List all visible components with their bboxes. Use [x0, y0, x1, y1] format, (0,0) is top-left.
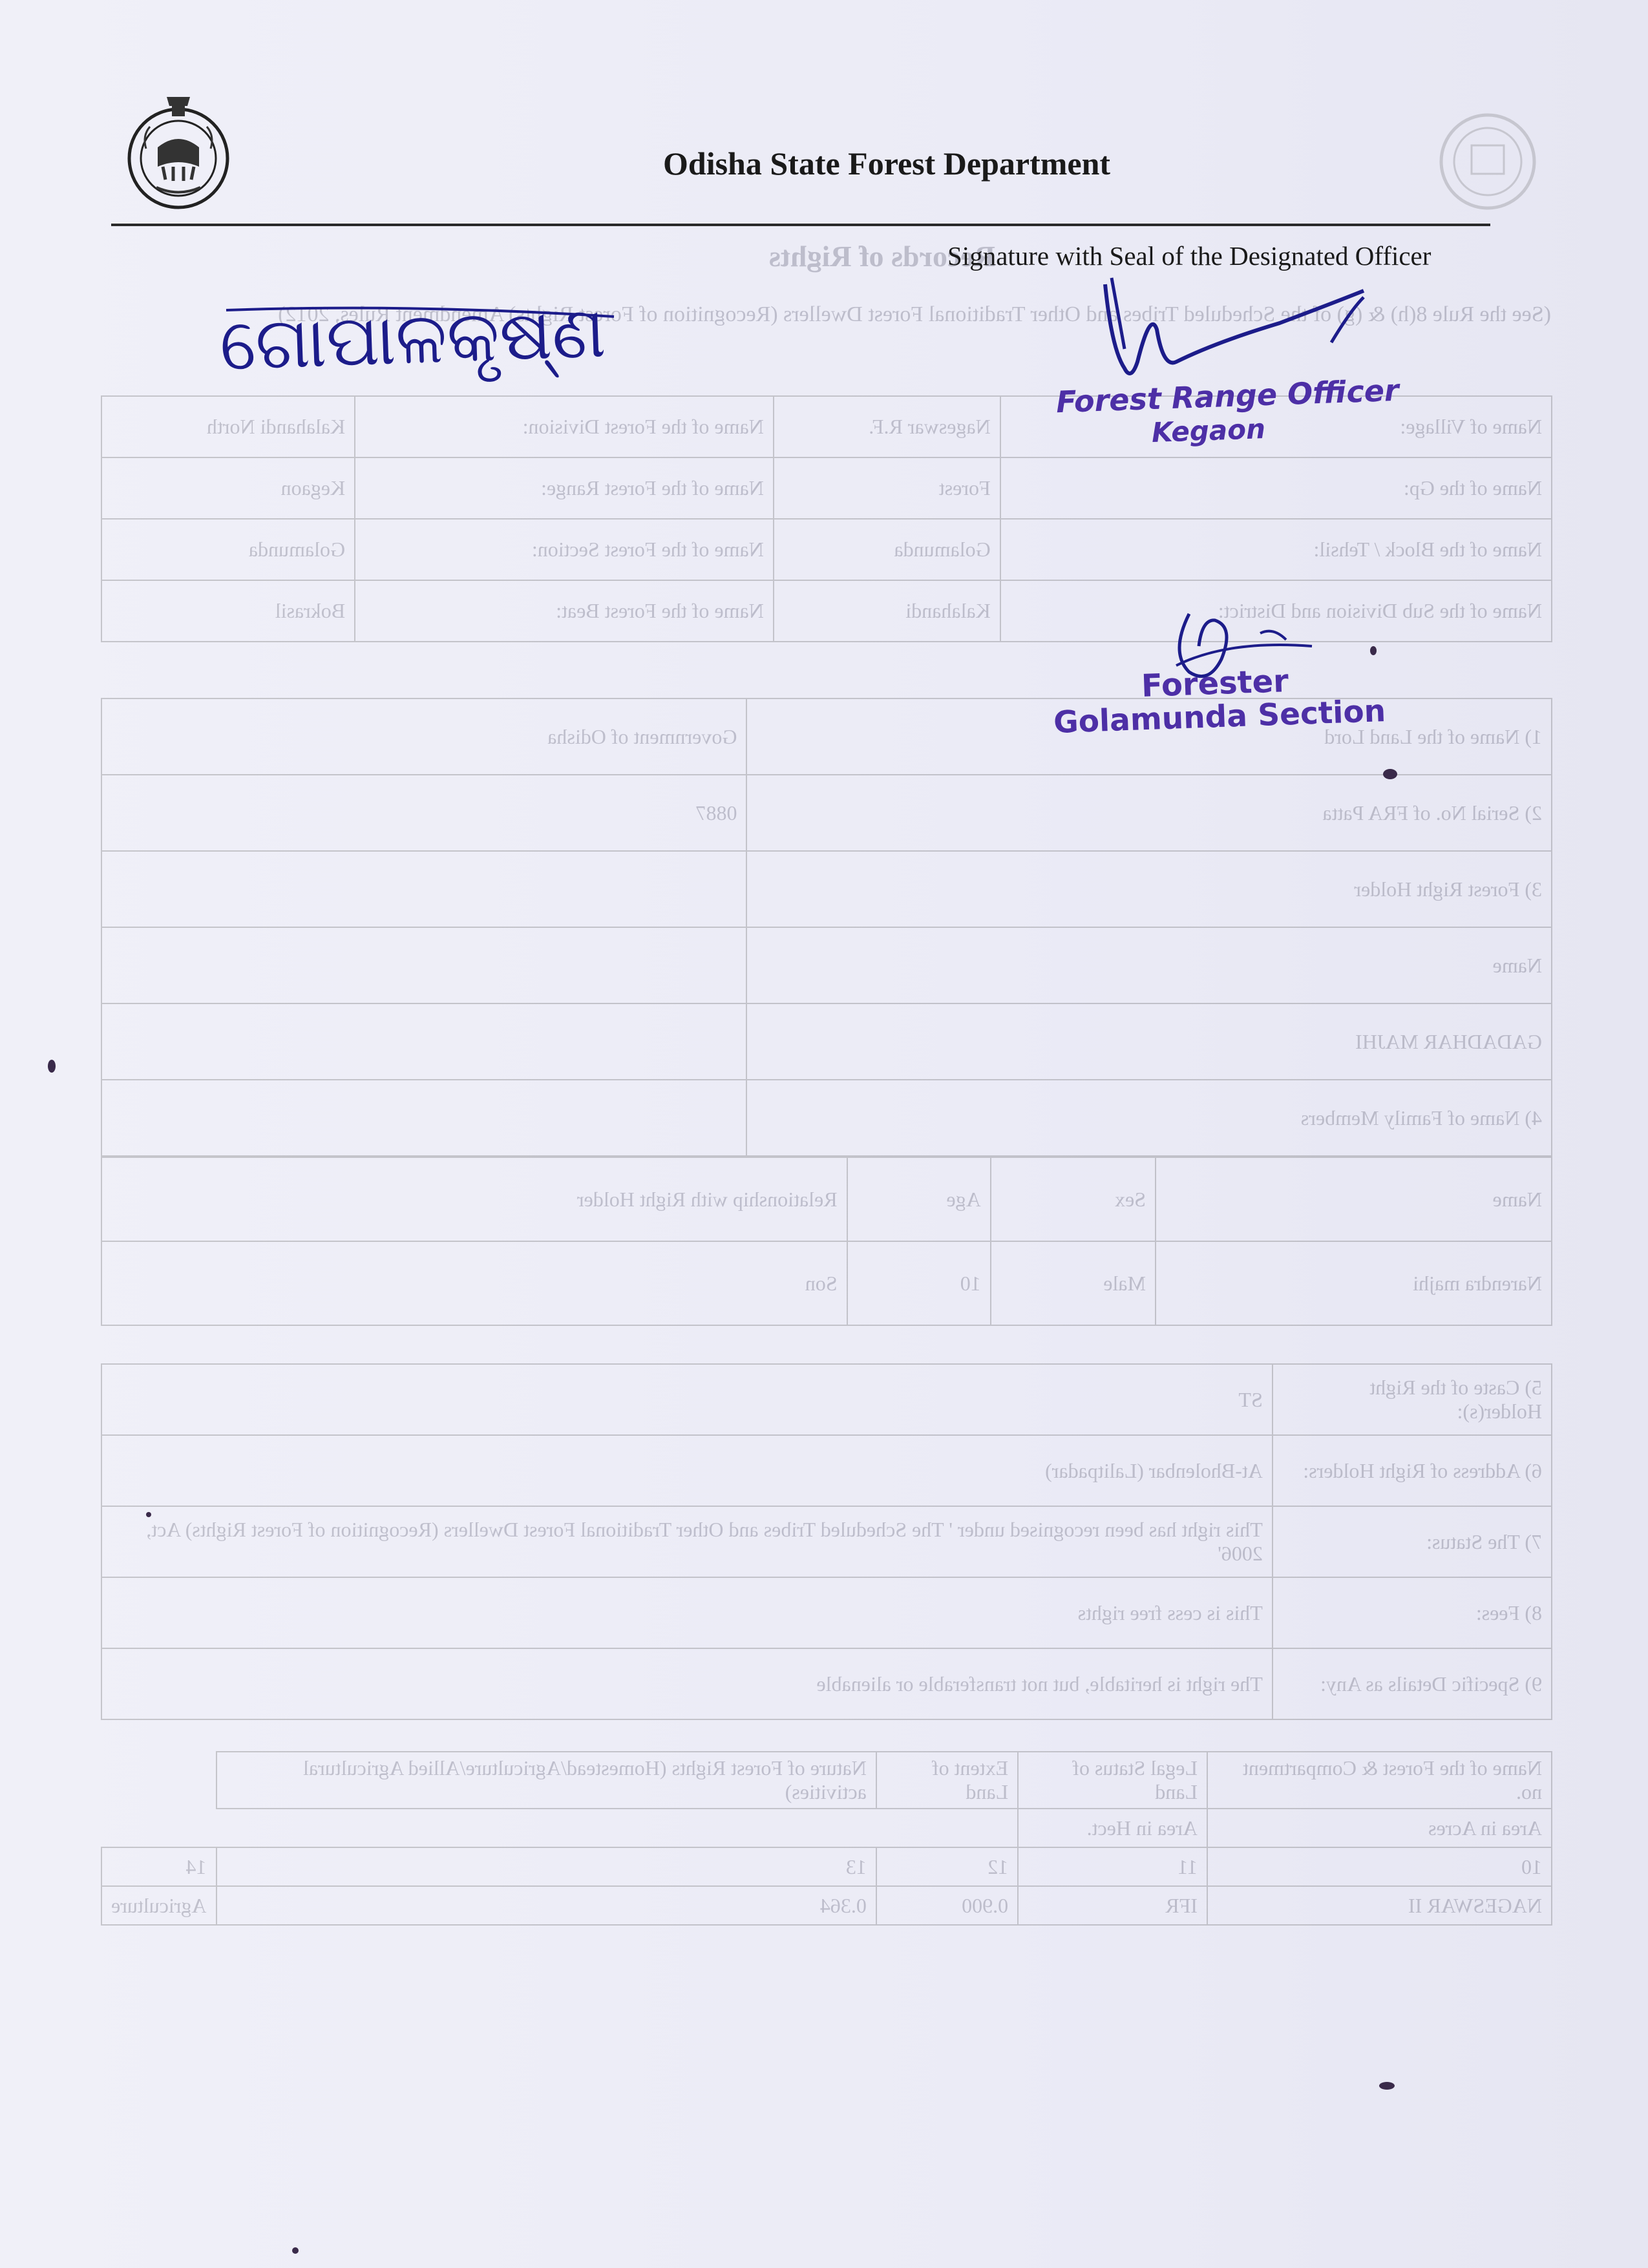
bleed-status-cell: This is cess free rights: [101, 1577, 1273, 1648]
bleed-heading: Records of Rights: [768, 240, 995, 273]
bleed-status-cell: 7) The Status:: [1273, 1506, 1552, 1577]
bleed-family-cell: Relationship with Right Holder: [101, 1157, 847, 1241]
bleed-location-cell: Name of the Forest Division:: [355, 396, 774, 457]
bleed-status-cell: ST: [101, 1364, 1273, 1435]
bleed-location-cell: Golamunda: [101, 519, 355, 580]
bleed-land-cell: Extent of Land: [876, 1752, 1018, 1809]
bleed-status-cell: At-Bholenbar (Lalitpadar): [101, 1435, 1273, 1506]
bleed-land-cell: Legal Status of Land: [1018, 1752, 1207, 1809]
bleed-details-cell: 1) Name of the Land Lord: [746, 698, 1552, 775]
bleed-details-cell: 4) Name of Family Members: [746, 1080, 1552, 1156]
bleed-family-cell: Narendra majhi: [1156, 1241, 1552, 1325]
range-officer-stamp-place: Kegaon: [1151, 412, 1266, 449]
bleed-location-cell: Name of the Forest Beat:: [355, 580, 774, 642]
bleed-details-cell: 3) Forest Right Holder: [746, 851, 1552, 927]
bleed-location-cell: Name of the Forest Range:: [355, 457, 774, 519]
scan-speck: [292, 2247, 299, 2254]
bleed-details-cell: 0887: [101, 775, 746, 851]
bleed-family-cell: Name: [1156, 1157, 1552, 1241]
bleed-location-cell: Name of Village:: [1000, 396, 1552, 457]
bleed-status-cell: 8) Fees:: [1273, 1577, 1552, 1648]
bleed-family-cell: Male: [991, 1241, 1156, 1325]
bleed-land-cell: Area in Acres: [1207, 1809, 1552, 1847]
bleed-location-cell: Bokrasil: [101, 580, 355, 642]
odisha-emblem-icon: [127, 90, 230, 213]
bleed-family-cell: Age: [847, 1157, 991, 1241]
signature-caption: Signature with Seal of the Designated Officer: [947, 241, 1431, 271]
bleed-details-cell: 2) Serial No. of FRA Patta: [746, 775, 1552, 851]
bleed-details-cell: Name: [746, 927, 1552, 1003]
bleed-location-cell: Name of the Forest Section:: [355, 519, 774, 580]
handwriting-strokes-icon: [220, 284, 620, 394]
bleed-land-cell: 13: [217, 1847, 876, 1886]
bleed-location-cell: Nageswar R.F.: [774, 396, 1000, 457]
range-officer-stamp-title: Forest Range Officer: [1055, 372, 1400, 420]
bleed-location-cell: Name of the Gp:: [1000, 457, 1552, 519]
department-title: Odisha State Forest Department: [663, 145, 1111, 182]
bleed-location-cell: Forest: [774, 457, 1000, 519]
bleed-land-cell: Area in Hect.: [1018, 1809, 1207, 1847]
scan-speck: [146, 1512, 151, 1517]
scan-speck: [1383, 769, 1397, 779]
bleed-status-cell: 6) Address of Right Holders:: [1273, 1435, 1552, 1506]
faint-emblem-icon: [1436, 110, 1539, 213]
bleed-status-cell: This right has been recognised under ' The Scheduled Tribes and Other Traditional Forest Dwellers (Recognition of Forest Rights) Act, 2006': [101, 1506, 1273, 1577]
bleed-land-cell: Agriculture: [101, 1886, 217, 1925]
bleed-land-cell: 11: [1018, 1847, 1207, 1886]
bleed-location-cell: Name of the Sub Division and District:: [1000, 580, 1552, 642]
bleed-land-cell: 12: [876, 1847, 1018, 1886]
bleed-land-cell: 0.364: [217, 1886, 876, 1925]
bleed-details-cell: Government of Odisha: [101, 698, 746, 775]
bleed-land-cell: 14: [101, 1847, 217, 1886]
bleed-land-cell: 0.900: [876, 1886, 1018, 1925]
bleed-details-cell: GADADHAR MAJHI: [746, 1003, 1552, 1080]
bleed-status-cell: The right is heritable, but not transferable or alienable: [101, 1648, 1273, 1719]
bleed-land-cell: Name of the Forest & Compartment no.: [1207, 1752, 1552, 1809]
bleed-status-cell: 9) Specific Details as Any:: [1273, 1648, 1552, 1719]
bleed-land-cell: 10: [1207, 1847, 1552, 1886]
bleed-land-cell: NAGESWAR II: [1207, 1886, 1552, 1925]
bleed-status-cell: 5) Caste of the Right Holder(s):: [1273, 1364, 1552, 1435]
bleed-location-cell: Name of the Block / Tehsil:: [1000, 519, 1552, 580]
bleed-family-cell: Sex: [991, 1157, 1156, 1241]
handwritten-note: [220, 284, 620, 394]
bleed-location-cell: Kalahandi North: [101, 396, 355, 457]
scan-speck: [48, 1060, 56, 1073]
forester-stamp-place: Golamunda Section: [1053, 693, 1387, 740]
bleed-location-cell: Kegaon: [101, 457, 355, 519]
header-divider: [111, 224, 1490, 226]
scan-speck: [1379, 2082, 1395, 2090]
handwritten-note-text: ଗୋପାଳକୃଷ୍ଣ: [218, 290, 607, 387]
bleed-location-cell: Kalahandi: [774, 580, 1000, 642]
bleed-family-cell: 10: [847, 1241, 991, 1325]
bleed-land-cell: Nature of Forest Rights (Homestead/Agriculture/Allied Agricultural activities): [217, 1752, 876, 1809]
bleed-location-cell: Golamunda: [774, 519, 1000, 580]
scan-speck: [1370, 646, 1377, 655]
forester-stamp-title: Forester: [1141, 663, 1289, 704]
bleed-subheading: (See the Rule 8(h) & (g) of the Scheduled Tribes and Other Traditional Forest Dwellers (Recognition of Forest Rights) Amendment Rules, 2012): [278, 302, 1551, 326]
bleed-family-cell: Son: [101, 1241, 847, 1325]
bleed-land-cell: IFR: [1018, 1886, 1207, 1925]
